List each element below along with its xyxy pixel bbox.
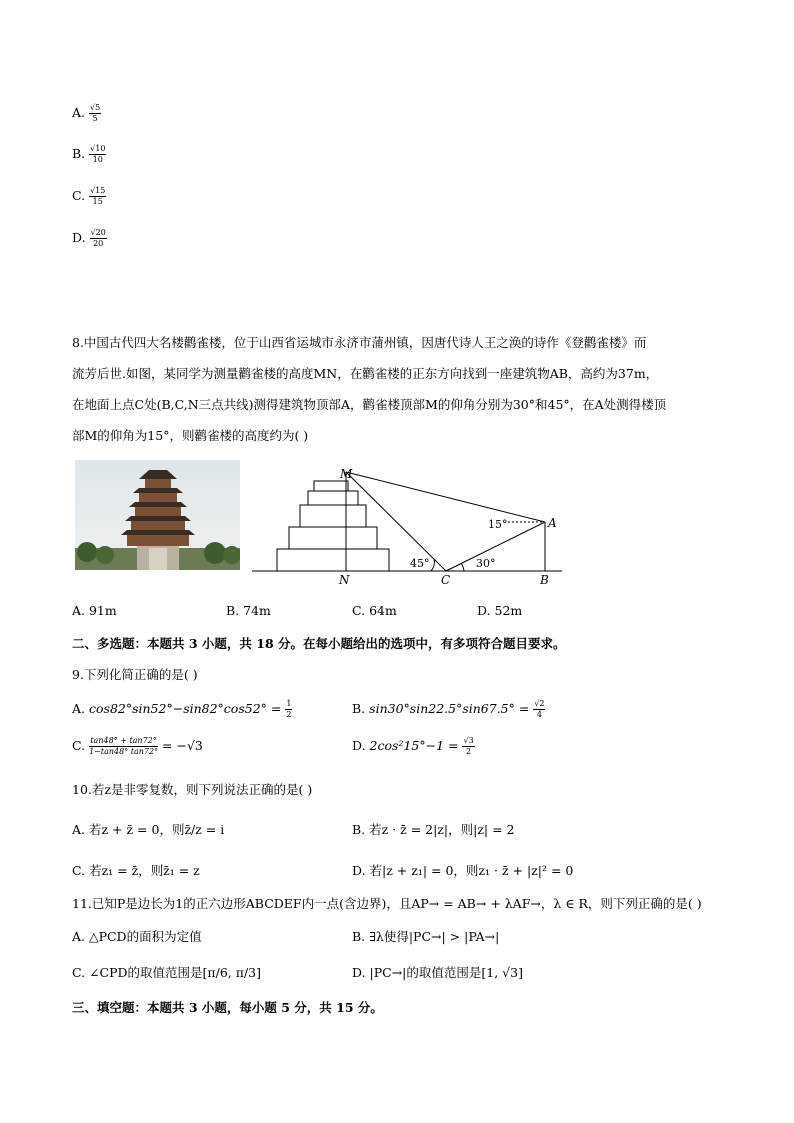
section-3-header: 三、填空题：本题共 3 小题，每小题 5 分，共 15 分。 (72, 1000, 383, 1015)
option-letter: A. (72, 105, 86, 120)
option-letter: B. (352, 701, 366, 716)
tower-photo (75, 460, 240, 570)
q8-option-c: C. 64m (352, 603, 397, 618)
option-letter: D. (72, 230, 86, 245)
angle-15: 15° (488, 518, 508, 531)
angle-30: 30° (476, 557, 496, 570)
q10-option-c: C. 若z₁ = z̄，则z̄₁ = z (72, 863, 200, 878)
geometry-diagram (250, 462, 570, 588)
label-b: B (540, 573, 549, 587)
q8-line-4: 部M的仰角为15°，则鹳雀楼的高度约为( ) (72, 428, 309, 443)
label-n: N (339, 573, 350, 587)
q7-option-b (72, 145, 106, 164)
q11-option-c: C. ∠CPD的取值范围是[π/6, π/3] (72, 965, 261, 980)
q7-option-a (72, 104, 101, 123)
label-c: C (441, 573, 451, 587)
q8-line-1: 8.中国古代四大名楼鹳雀楼，位于山西省运城市永济市蒲州镇，因唐代诗人王之涣的诗作《登鹳雀楼》而 (72, 335, 647, 350)
q8-option-a: A. 91m (72, 603, 117, 618)
option-letter: D. (352, 738, 366, 753)
option-letter: C. (72, 738, 86, 753)
q7-option-d (72, 229, 107, 248)
q9-stem: 9.下列化简正确的是( ) (72, 667, 198, 682)
q10-option-d: D. 若|z + z₁| = 0，则z₁ · z̄ + |z|² = 0 (352, 863, 574, 878)
label-a: A (548, 516, 557, 530)
q10-stem: 10.若z是非零复数，则下列说法正确的是( ) (72, 782, 313, 797)
expression: sin30°sin22.5°sin67.5° = (369, 701, 534, 716)
q8-line-3: 在地面上点C处(B,C,N三点共线)测得建筑物顶部A，鹳雀楼顶部M的仰角分别为30°和45°，在A处测得楼顶 (72, 397, 667, 412)
q11-stem: 11.已知P是边长为1的正六边形ABCDEF内一点(含边界)，且AP→ = AB→ + λAF→，λ ∈ R，则下列正确的是( ) (72, 896, 702, 911)
option-letter: B. (72, 146, 86, 161)
fraction: $\frac{1}{2}$ (286, 699, 292, 719)
q8-option-d: D. 52m (477, 603, 523, 618)
expression: = −√3 (162, 738, 203, 753)
q7-option-c (72, 187, 106, 206)
expression: cos82°sin52°−sin82°cos52° = (89, 701, 286, 716)
q11-option-d: D. |PC→|的取值范围是[1, √3] (352, 965, 523, 980)
q11-option-a: A. △PCD的面积为定值 (72, 929, 202, 944)
fraction: $\frac{\tan 48^\circ + \tan 72^\circ}{1-\tan 48^\circ \tan 72^\circ}$ (89, 736, 159, 756)
q8-option-b: B. 74m (226, 603, 271, 618)
q8-line-2: 流芳后世.如图，某同学为测量鹳雀楼的高度MN，在鹳雀楼的正东方向找到一座建筑物AB，高约为37m， (72, 366, 659, 381)
fraction: $\frac{√3}{2}$ (463, 736, 474, 756)
expression: 2cos²15°−1 = (369, 738, 463, 753)
q11-option-b: B. ∃λ使得|PC→| > |PA→| (352, 929, 500, 944)
q9-option-b (352, 700, 545, 719)
option-letter: C. (72, 188, 86, 203)
q9-option-a (72, 700, 292, 719)
fraction: $\frac{√20}{20}$ (90, 228, 106, 248)
fraction: $\frac{√10}{10}$ (90, 144, 106, 164)
q10-option-b: B. 若z · z̄ = 2|z|，则|z| = 2 (352, 822, 515, 837)
section-2-header: 二、多选题：本题共 3 小题，共 18 分。在每小题给出的选项中，有多项符合题目要求。 (72, 636, 566, 651)
fraction: $\frac{√15}{15}$ (90, 186, 106, 206)
angle-45: 45° (410, 557, 430, 570)
label-m: M (340, 467, 353, 481)
fraction: $\frac{√2}{4}$ (534, 699, 545, 719)
fraction: $\frac{√5}{5}$ (90, 103, 101, 123)
option-letter: A. (72, 701, 86, 716)
q10-option-a: A. 若z + z̄ = 0，则z̄/z = i (72, 822, 225, 837)
q9-option-d (352, 737, 475, 756)
q9-option-c (72, 737, 203, 756)
